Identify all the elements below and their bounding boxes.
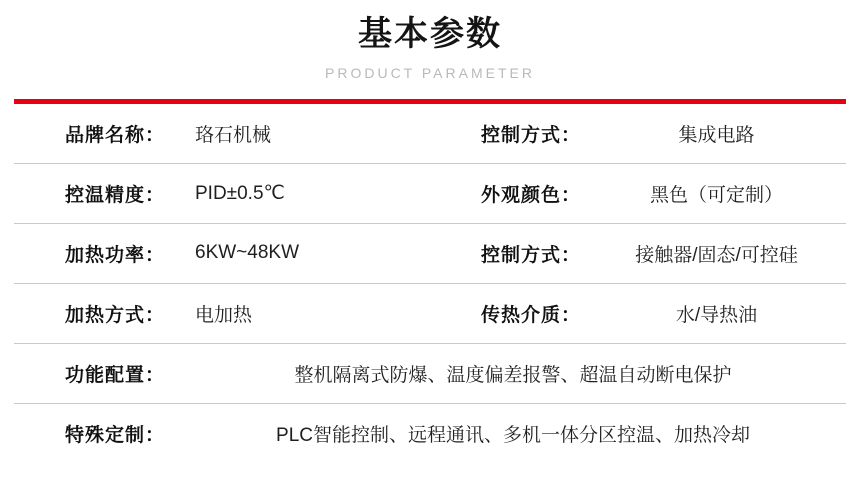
parameter-table (14, 104, 846, 463)
param-value: 6KW~48KW (195, 242, 300, 264)
table-row (14, 403, 846, 463)
param-label: 外观颜色： (480, 184, 581, 206)
param-value: 集成电路 (678, 124, 755, 146)
param-label: 特殊定制： (64, 424, 165, 446)
param-value: PID±0.5℃ (195, 182, 285, 204)
table-row (14, 223, 846, 283)
param-label: 加热方式： (64, 304, 165, 326)
param-label: 功能配置： (64, 364, 165, 386)
table-row (14, 343, 846, 403)
param-value: 水/导热油 (675, 304, 758, 326)
param-value: 接触器/固态/可控硅 (635, 244, 798, 266)
param-label: 控制方式： (480, 244, 581, 266)
table-row (14, 163, 846, 223)
param-label: 控制方式： (480, 124, 581, 146)
param-value: 黑色（可定制） (649, 184, 783, 206)
page-header (0, 0, 860, 81)
table-row (14, 283, 846, 343)
param-value: PLC智能控制、远程通讯、多机一体分区控温、加热冷却 (276, 424, 750, 446)
page-title: 基本参数 (358, 15, 502, 53)
param-value: 电加热 (195, 304, 253, 326)
param-value: 整机隔离式防爆、温度偏差报警、超温自动断电保护 (294, 364, 732, 386)
param-label: 加热功率： (64, 244, 165, 266)
param-label: 传热介质： (480, 304, 581, 326)
table-row (14, 104, 846, 164)
page-subtitle: PRODUCT PARAMETER (325, 64, 535, 81)
param-label: 控温精度： (64, 184, 165, 206)
param-label: 品牌名称： (64, 124, 165, 146)
param-value: 珞石机械 (195, 124, 272, 146)
